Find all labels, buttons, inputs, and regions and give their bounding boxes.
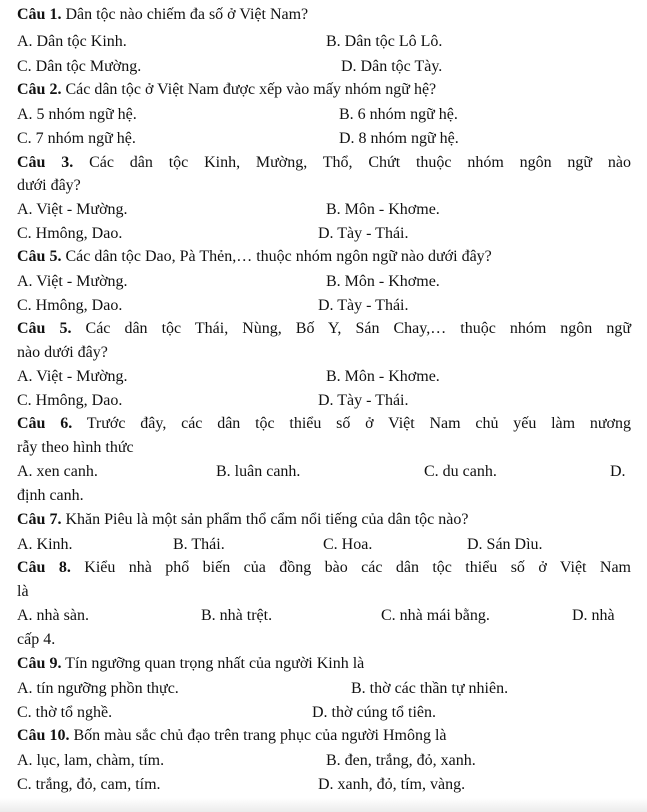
- question-label: Câu 5.: [17, 320, 72, 337]
- question-label: Câu 7.: [17, 511, 62, 528]
- answer-option[interactable]: C. 7 nhóm ngữ hệ.: [17, 130, 136, 147]
- answer-option[interactable]: C. du canh.: [424, 463, 497, 480]
- question-9: [17, 653, 364, 675]
- answer-option[interactable]: C. Hmông, Dao.: [17, 225, 123, 242]
- answer-option[interactable]: B. Dân tộc Lô Lô.: [326, 33, 443, 50]
- answer-option[interactable]: D.: [610, 463, 626, 480]
- question-text: Các dân tộc Thái, Nùng, Bố Y, Sán Chay,… thuộc nhóm ngôn ngữ: [71, 320, 632, 337]
- question-text-continued: dưới đây?: [17, 177, 81, 194]
- question-8: [17, 557, 631, 579]
- answer-option[interactable]: D. Tày - Thái.: [318, 225, 409, 242]
- answer-option[interactable]: B. Môn - Khơme.: [326, 273, 440, 290]
- question-1: [17, 4, 308, 26]
- question-text: Trước đây, các dân tộc thiểu số ở Việt Nam chủ yếu làm nương: [72, 415, 632, 432]
- question-text: Kiểu nhà phổ biến của đồng bào các dân tộc thiểu số ở Việt Nam: [70, 559, 631, 576]
- answer-option[interactable]: C. Hmông, Dao.: [17, 392, 123, 409]
- answer-option[interactable]: B. thờ các thần tự nhiên.: [351, 680, 509, 697]
- question-text: Các dân tộc Dao, Pà Thẻn,… thuộc nhóm ngôn ngữ nào dưới đây?: [61, 248, 492, 265]
- answer-option[interactable]: C. trắng, đỏ, cam, tím.: [17, 776, 161, 793]
- answer-option[interactable]: D. Sán Dìu.: [467, 536, 543, 553]
- answer-option[interactable]: B. đen, trắng, đỏ, xanh.: [326, 752, 476, 769]
- question-label: Câu 10.: [17, 727, 70, 744]
- question-label: Câu 6.: [17, 415, 73, 432]
- answer-option[interactable]: A. Việt - Mường.: [17, 273, 128, 290]
- answer-option[interactable]: A. xen canh.: [17, 463, 98, 480]
- answer-option[interactable]: A. Kinh.: [17, 536, 73, 553]
- answer-option[interactable]: B. 6 nhóm ngữ hệ.: [339, 106, 458, 123]
- answer-option[interactable]: C. nhà mái bằng.: [381, 607, 490, 624]
- question-label: Câu 8.: [17, 559, 71, 576]
- question-10: [17, 725, 446, 747]
- question-7: [17, 509, 468, 531]
- answer-option[interactable]: B. Môn - Khơme.: [326, 201, 440, 218]
- answer-option[interactable]: B. Thái.: [173, 536, 225, 553]
- question-text: Khăn Piêu là một sản phẩm thổ cẩm nổi tiếng của dân tộc nào?: [61, 511, 469, 528]
- question-label: Câu 9.: [17, 655, 62, 672]
- answer-option[interactable]: C. Dân tộc Mường.: [17, 58, 142, 75]
- answer-option[interactable]: D. xanh, đỏ, tím, vàng.: [318, 776, 466, 793]
- question-label: Câu 3.: [17, 154, 74, 171]
- question-3: [17, 152, 631, 174]
- question-label: Câu 5.: [17, 248, 62, 265]
- answer-option[interactable]: C. Hmông, Dao.: [17, 297, 123, 314]
- question-5a: [17, 246, 492, 268]
- answer-option[interactable]: C. Hoa.: [323, 536, 373, 553]
- answer-option[interactable]: A. 5 nhóm ngữ hệ.: [17, 106, 137, 123]
- answer-option[interactable]: D. 8 nhóm ngữ hệ.: [339, 130, 459, 147]
- answer-option[interactable]: D. Tày - Thái.: [318, 297, 409, 314]
- answer-option[interactable]: C. thờ tổ nghề.: [17, 704, 113, 721]
- question-text-continued: nào dưới đây?: [17, 344, 108, 361]
- answer-option-continued: cấp 4.: [17, 631, 56, 648]
- question-text: Dân tộc nào chiếm đa số ở Việt Nam?: [61, 6, 309, 23]
- question-label: Câu 1.: [17, 6, 62, 23]
- question-text: Các dân tộc Kinh, Mường, Thổ, Chứt thuộc nhóm ngôn ngữ nào: [73, 154, 632, 171]
- question-text: Tín ngưỡng quan trọng nhất của người Kinh là: [61, 655, 365, 672]
- answer-option[interactable]: A. tín ngưỡng phồn thực.: [17, 680, 179, 697]
- question-2: [17, 79, 436, 101]
- answer-option[interactable]: A. nhà sàn.: [17, 607, 89, 624]
- question-text-continued: rẫy theo hình thức: [17, 439, 134, 456]
- answer-option[interactable]: A. lục, lam, chàm, tím.: [17, 752, 165, 769]
- answer-option[interactable]: B. nhà trệt.: [201, 607, 273, 624]
- answer-option[interactable]: A. Việt - Mường.: [17, 368, 128, 385]
- question-label: Câu 2.: [17, 81, 62, 98]
- question-6: [17, 413, 631, 435]
- answer-option[interactable]: A. Việt - Mường.: [17, 201, 128, 218]
- answer-option[interactable]: D. thờ cúng tổ tiên.: [312, 704, 436, 721]
- answer-option[interactable]: B. Môn - Khơme.: [326, 368, 440, 385]
- question-text: Bốn màu sắc chủ đạo trên trang phục của người Hmông là: [69, 727, 447, 744]
- answer-option[interactable]: D. Tày - Thái.: [318, 392, 409, 409]
- question-text: Các dân tộc ở Việt Nam được xếp vào mấy nhóm ngữ hệ?: [61, 81, 437, 98]
- page-bottom-shadow: [0, 798, 647, 812]
- answer-option[interactable]: D. Dân tộc Tày.: [341, 58, 443, 75]
- question-text-continued: là: [17, 583, 29, 600]
- answer-option[interactable]: D. nhà: [572, 607, 615, 624]
- answer-option[interactable]: A. Dân tộc Kinh.: [17, 33, 127, 50]
- question-5b: [17, 318, 631, 340]
- answer-option[interactable]: B. luân canh.: [216, 463, 301, 480]
- answer-option-continued: định canh.: [17, 487, 84, 504]
